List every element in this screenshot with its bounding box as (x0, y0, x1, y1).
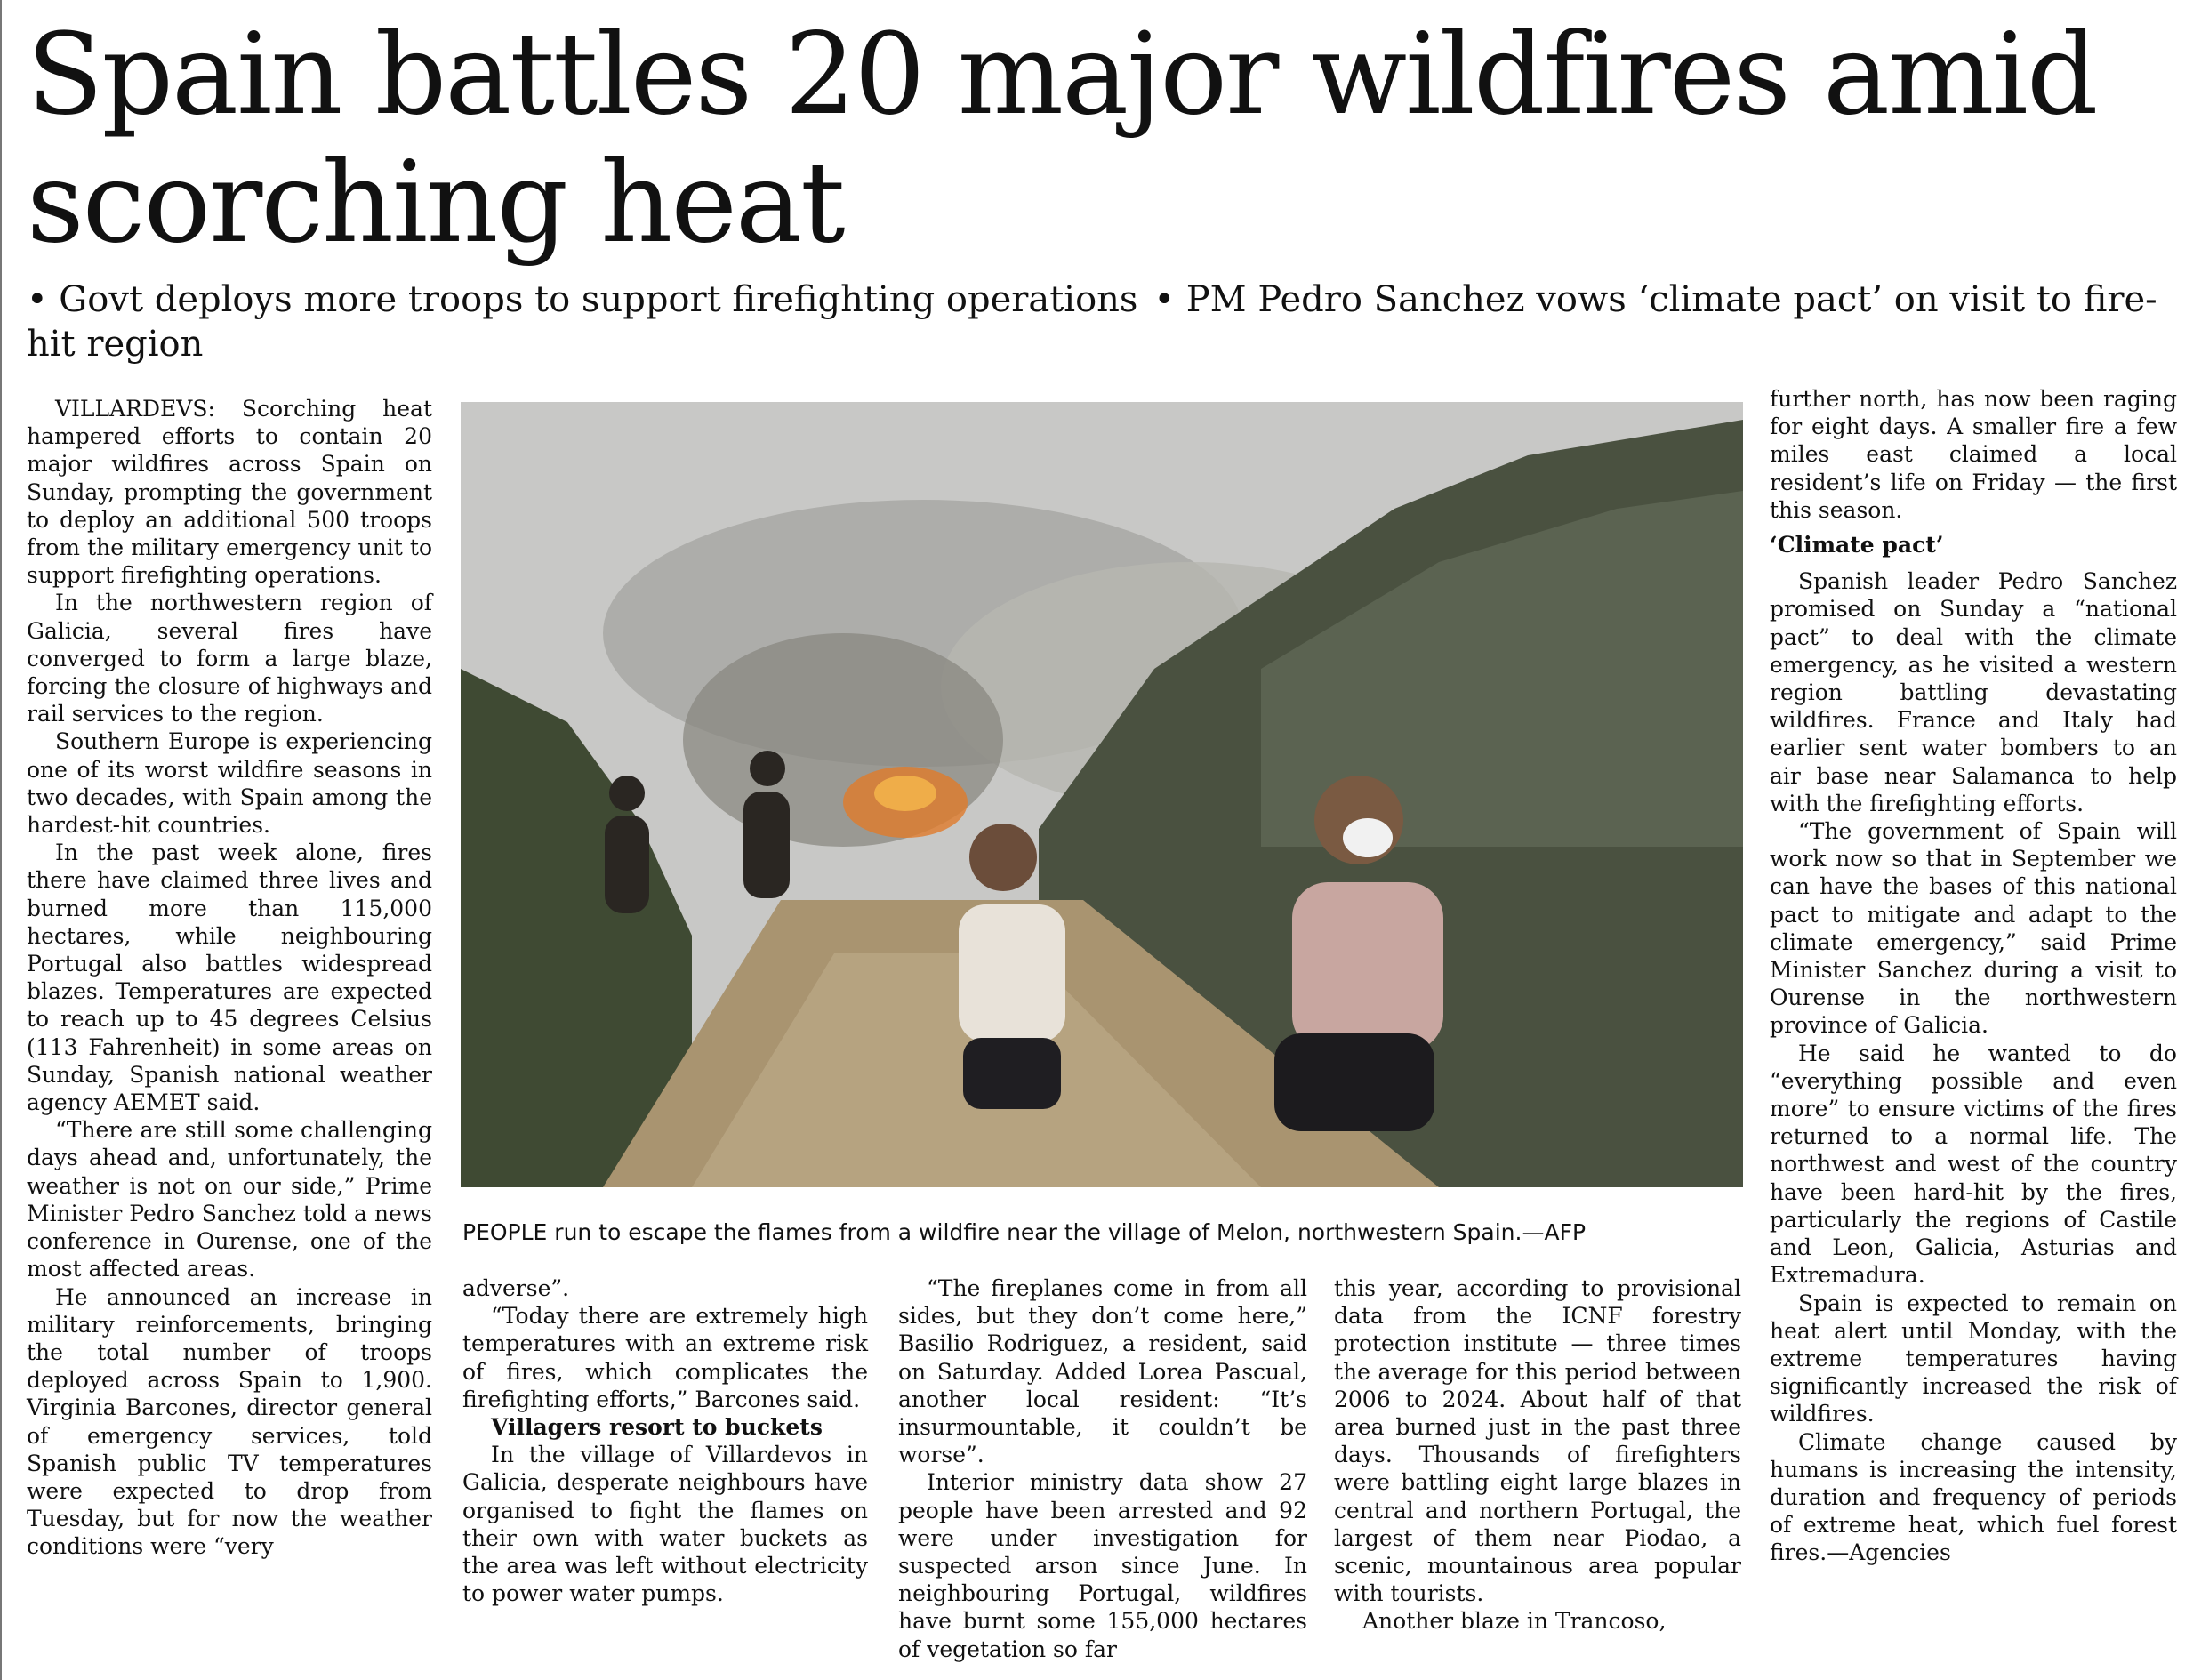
paragraph: “The fireplanes come in from all sides, but they don’t come here,” Basilio Rodriguez, a resident, said on Saturday. Added Lorea Pascual, another local resident: “It’s insurmountable, it couldn’t be worse”. (898, 1275, 1307, 1468)
paragraph: In the northwestern region of Galicia, several fires have converged to form a large blaze, forcing the closure of highways and rail services to the region. (27, 590, 432, 727)
paragraph: Southern Europe is experiencing one of its worst wildfire seasons in two decades, with Spain among the hardest-hit countries. (27, 728, 432, 839)
paragraph: “Today there are extremely high temperatures with an extreme risk of fires, which complicates the firefighting efforts,” Barcones said. (462, 1303, 868, 1412)
section-subheading: ‘Climate pact’ (1770, 532, 1944, 559)
paragraph: In the village of Villardevos in Galicia, desperate neighbours have organised to fight the flames on their own with water buckets as the area was left without electricity to power water pumps. (462, 1442, 868, 1607)
paragraph: Another blaze in Trancoso, (1362, 1608, 1667, 1635)
paragraph: adverse”. (462, 1275, 570, 1301)
wildfire-photo (461, 402, 1743, 1187)
paragraph: Interior ministry data show 27 people have been arrested and 92 were under investigation for suspected arson since June. In neighbouring Portugal, wildfires have burnt some 155,000 hectares of vegetation so far (898, 1469, 1307, 1662)
paragraph: Climate change caused by humans is increasing the intensity, duration and frequency of periods of extreme heat, which fuel forest fires.—Agencies (1770, 1428, 2177, 1566)
article-column-3 (898, 1274, 1307, 1676)
article-column-1 (27, 395, 432, 1676)
page-edge-rule (0, 0, 2, 1680)
paragraph: this year, according to provisional data from the ICNF forestry protection institute — three times the average for this period between 2006 to 2024. About half of that area burned just in the past three days. Thousands of firefighters were battling eight large blazes in central and northern Portugal, the largest of them near Piodao, a scenic, mountainous area popular with tourists. (1334, 1275, 1741, 1607)
subhead-bullet-2: • PM Pedro Sanchez vows ‘climate pact’ on visit to fire-hit region (27, 279, 2157, 365)
photo-caption: PEOPLE run to escape the flames from a wildfire near the village of Melon, northwestern Spain.—AFP (462, 1219, 1587, 1245)
article-column-4 (1334, 1274, 1741, 1676)
article-column-5 (1770, 385, 2177, 1676)
paragraph: “The government of Spain will work now so that in September we can have the bases of this national pact to mitigate and adapt to the climate emergency,” said Prime Minister Sanchez during a visit to Ourense in the northwestern province of Galicia. (1770, 818, 2177, 1039)
paragraph: VILLARDEVS: Scorching heat hampered efforts to contain 20 major wildfires across Spain on Sunday, prompting the government to deploy an additional 500 troops from the military emergency unit to support firefighting operations. (27, 396, 432, 589)
paragraph: He announced an increase in military reinforcements, bringing the total number of troops deployed across Spain to 1,900. Virginia Barcones, director general of emergency services, told Spanish public TV temperatures were expected to drop from Tuesday, but for now the weather conditions were “very (27, 1283, 432, 1560)
subheadline (27, 277, 2161, 366)
paragraph: He said he wanted to do “everything possible and even more” to ensure victims of the fires returned to a normal life. The northwest and west of the country have been hard-hit by the fires, particularly the regions of Castile and Leon, Galicia, Asturias and Extremadura. (1770, 1040, 2177, 1289)
section-subheading: Villagers resort to buckets (491, 1414, 823, 1441)
paragraph: In the past week alone, fires there have claimed three lives and burned more than 115,000 hectares, while neighbouring Portugal also battles widespread blazes. Temperatures are expected to reach up to 45 degrees Celsius (113 Fahrenheit) in some areas on Sunday, Spanish national weather agency AEMET said. (27, 840, 432, 1116)
paragraph: Spain is expected to remain on heat alert until Monday, with the extreme temperatures having significantly increased the risk of wildfires. (1770, 1290, 2177, 1427)
paragraph: further north, has now been raging for eight days. A smaller fire a few miles east claimed a local resident’s life on Friday — the first this season. (1770, 386, 2177, 523)
subhead-bullet-1: • Govt deploys more troops to support firefighting operations (27, 279, 1138, 320)
paragraph: “There are still some challenging days ahead and, unfortunately, the weather is not on our side,” Prime Minister Pedro Sanchez told a news conference in Ourense, one of the most affected areas. (27, 1117, 432, 1282)
paragraph: Spanish leader Pedro Sanchez promised on Sunday a “national pact” to deal with the climate emergency, as he visited a western region battling devastating wildfires. France and Italy had earlier sent water bombers to an air base near Salamanca to help with the firefighting efforts. (1770, 568, 2177, 816)
article-column-2 (462, 1274, 868, 1676)
headline: Spain battles 20 major wildfires amid scorching heat (27, 9, 2097, 268)
